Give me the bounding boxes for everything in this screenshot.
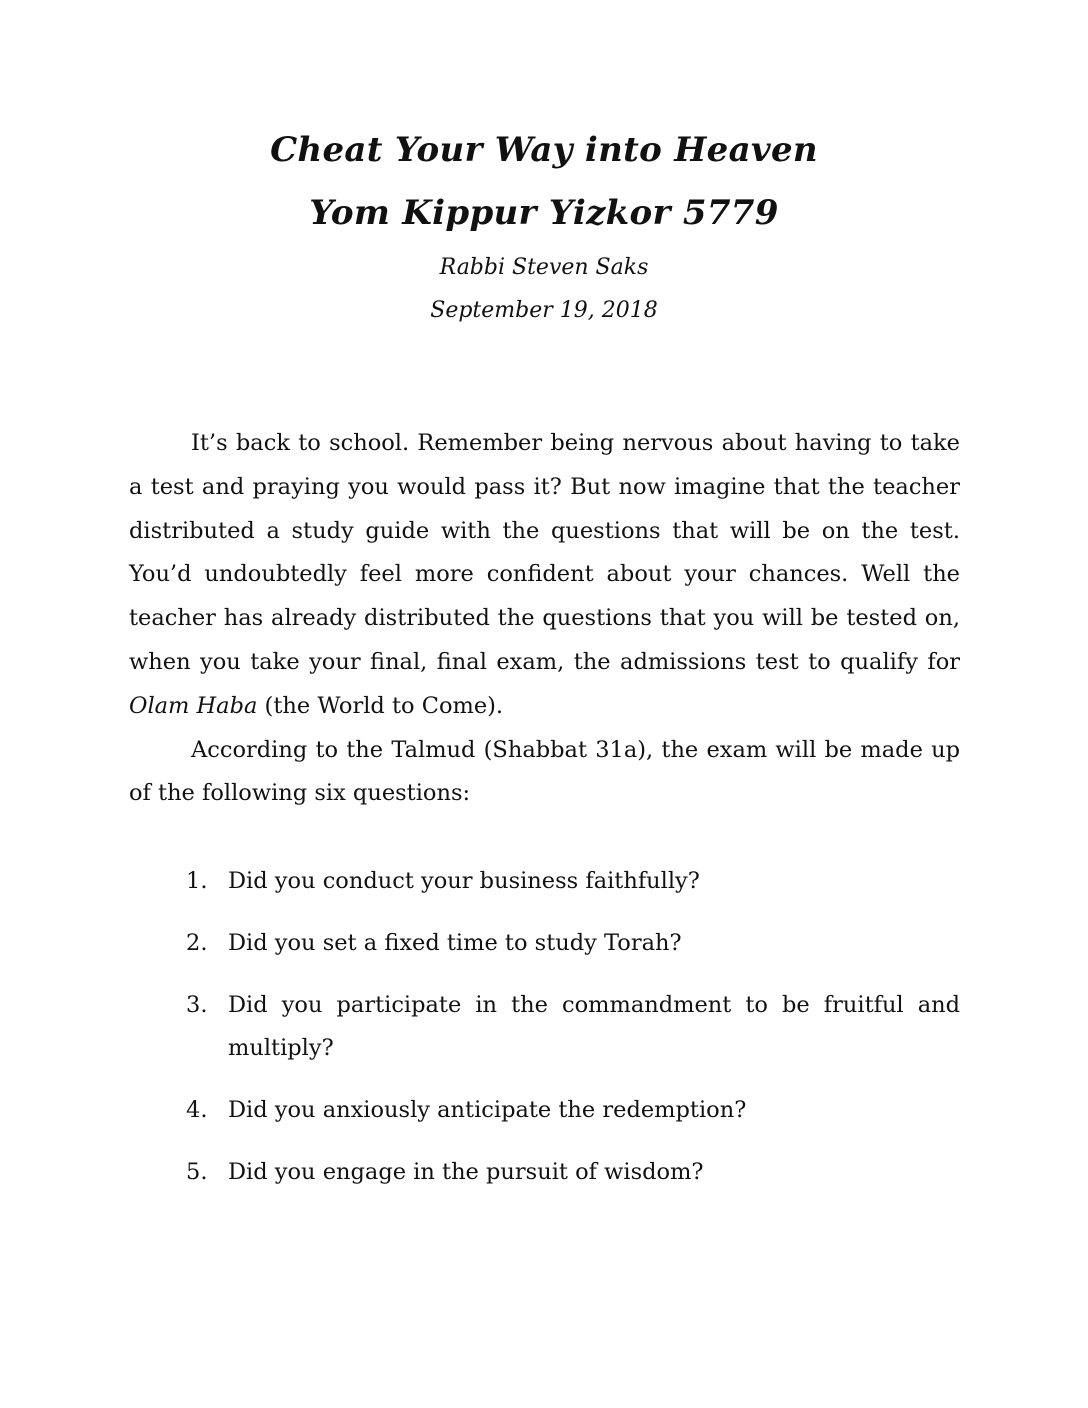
list-item (129, 1151, 960, 1195)
paragraph-intro-text: It’s back to school. Remember being nervous about having to take a test and praying you would pass it? But now imagine that the teacher distributed a study guide with the questions that will be on the test. You’d undoubtedly feel more confident about your chances. Well the teacher has already distributed the questions that you will be tested on, when you take your final, final exam, the admissions test to qualify for (129, 430, 960, 675)
list-item-number: 3. (186, 991, 208, 1018)
list-item (129, 1089, 960, 1133)
list-item-text: Did you participate in the commandment to be fruitful and multiply? (228, 991, 960, 1062)
question-list (129, 860, 960, 1213)
document-title: Cheat Your Way into Heaven (270, 130, 818, 170)
document-subtitle: Yom Kippur Yizkor 5779 (309, 193, 779, 233)
list-item-text: Did you anxiously anticipate the redemption? (228, 1097, 747, 1124)
list-item-text: Did you set a fixed time to study Torah? (228, 929, 682, 956)
paragraph-talmud: According to the Talmud (Shabbat 31a), the exam will be made up of the following six questions: (129, 736, 960, 807)
author-name: Rabbi Steven Saks (439, 255, 649, 280)
list-item-number: 4. (186, 1097, 208, 1124)
list-item-number: 1. (186, 868, 208, 894)
list-item (129, 984, 960, 1072)
list-item-number: 2. (186, 929, 208, 956)
list-item (129, 922, 960, 966)
paragraph-intro (129, 422, 960, 729)
list-item (129, 860, 960, 904)
paragraph-intro-tail: (the World to Come). (257, 692, 504, 719)
list-item-text: Did you conduct your business faithfully? (228, 868, 700, 894)
sermon-date: September 19, 2018 (430, 298, 658, 323)
list-item-text: Did you engage in the pursuit of wisdom? (228, 1158, 704, 1185)
body-text (129, 422, 960, 816)
list-item-number: 5. (186, 1158, 208, 1185)
olam-haba-term: Olam Haba (129, 692, 258, 719)
